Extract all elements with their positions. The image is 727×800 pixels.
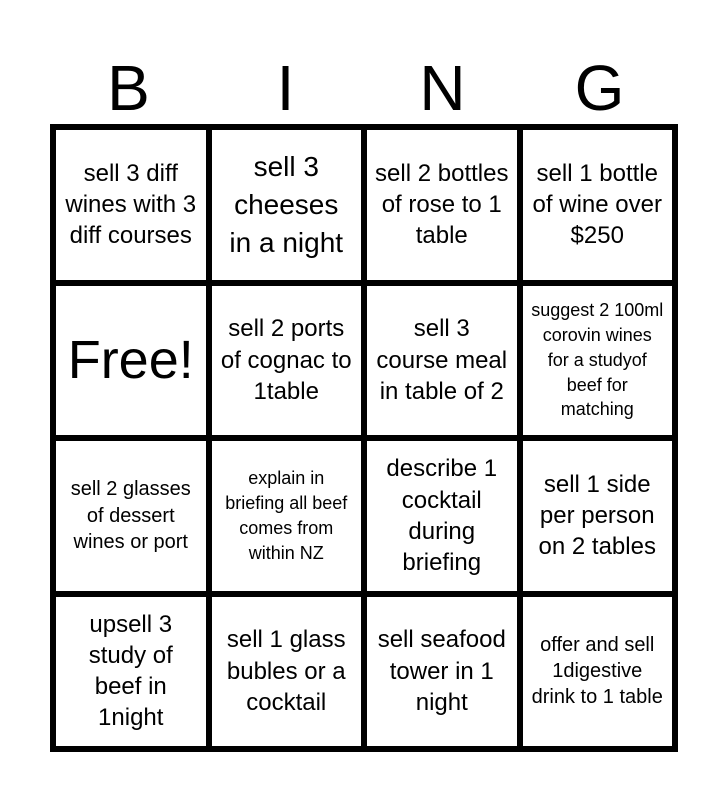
bingo-cell-r3-c1[interactable] [56,441,206,591]
cell-text: explain in briefing all beef comes from within NZ [225,468,348,563]
cell-text: suggest 2 100ml corovin wines for a studyof beef for matching [531,300,664,420]
cell-text: sell 3 diff wines with 3 diff courses [65,159,197,250]
bingo-cell-r1-c2[interactable] [212,130,362,280]
bingo-cell-r2-c4[interactable] [523,286,673,436]
bingo-cell-r1-c1[interactable] [56,130,206,280]
cell-text: sell 2 bottles of rose to 1 table [375,159,509,250]
cell-text: sell 2 ports of cognac to 1table [220,315,352,405]
bingo-header [50,52,678,124]
bingo-cell-r2-c2[interactable] [212,286,362,436]
header-letter-i: I [276,52,295,124]
header-letter-g: G [574,52,625,124]
cell-text: offer and sell 1digestive drink to 1 table [531,633,663,709]
bingo-cell-r4-c3[interactable] [367,597,517,747]
bingo-cell-free[interactable] [56,286,206,436]
cell-text: sell 1 glass bubles or a cocktail [226,626,346,716]
cell-text: sell 1 bottle of wine over $250 [532,159,662,250]
header-letter-n: N [419,52,466,124]
cell-text: upsell 3 study of beef in 1night [88,610,173,732]
bingo-cell-r4-c4[interactable] [523,597,673,747]
cell-text: sell 2 glasses of dessert wines or port [70,478,191,553]
bingo-cell-r3-c3[interactable] [367,441,517,591]
bingo-card-grid [50,124,678,752]
bingo-cell-r2-c3[interactable] [367,286,517,436]
bingo-cell-r4-c2[interactable] [212,597,362,747]
cell-text: sell 3 course meal in table of 2 [376,315,508,405]
free-space-text: Free! [67,330,194,391]
bingo-cell-r1-c3[interactable] [367,130,517,280]
cell-text: sell 3 cheeses in a night [229,151,344,258]
cell-text: sell 1 side per person on 2 tables [538,470,656,561]
header-letter-b: B [107,52,150,124]
bingo-cell-r4-c1[interactable] [56,597,206,747]
bingo-cell-r1-c4[interactable] [523,130,673,280]
cell-text: sell seafood tower in 1 night [377,626,506,716]
cell-text: describe 1 cocktail during briefing [386,455,498,576]
bingo-cell-r3-c2[interactable] [212,441,362,591]
bingo-cell-r3-c4[interactable] [523,441,673,591]
